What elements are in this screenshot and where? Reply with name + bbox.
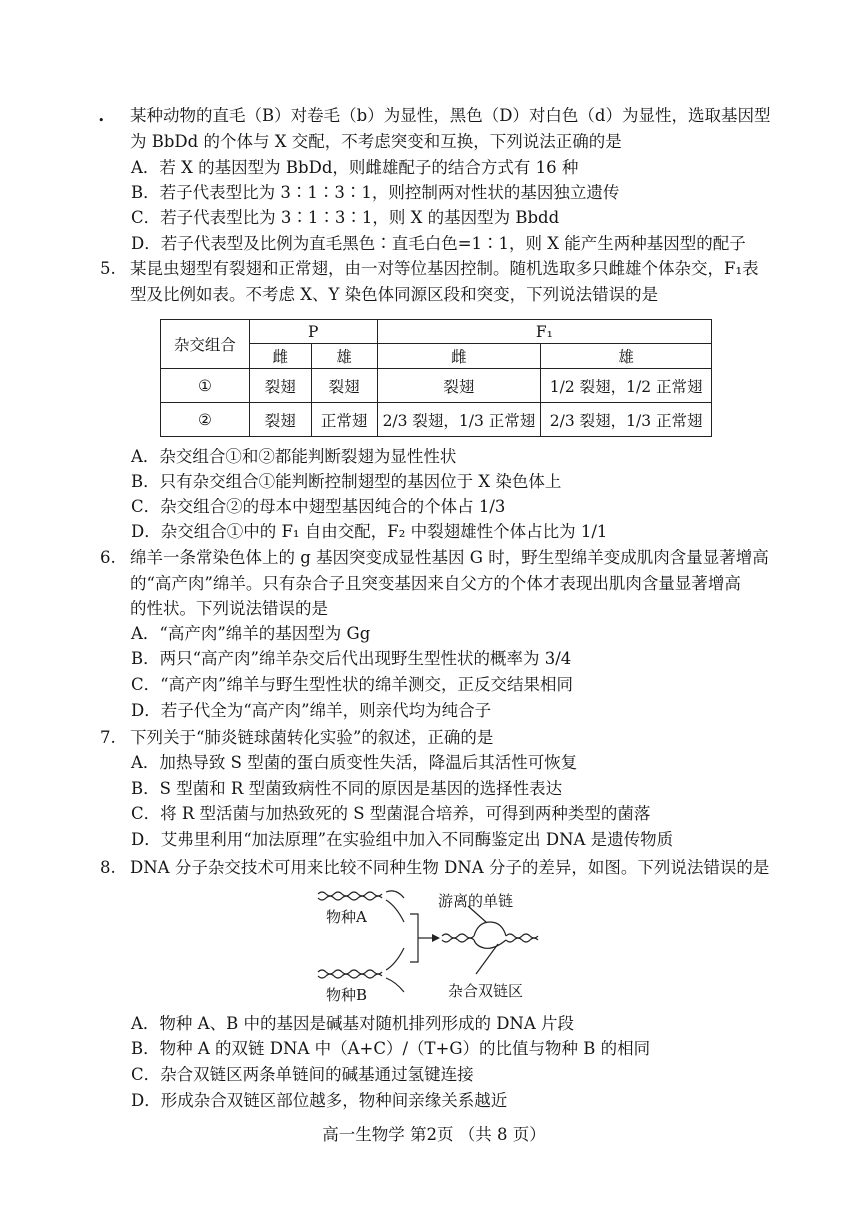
q5-option-c: C．杂交组合②的母本中翅型基因纯合的个体占 1/3 [131, 497, 506, 516]
table-cell-f1-female: 2/3 裂翅，1/3 正常翅 [377, 403, 541, 437]
q6-number: 6. [100, 548, 116, 567]
hybrid-right-strand-2 [506, 938, 538, 942]
q6-option-d: D．若子代全为“高产肉”绵羊，则亲代均为纯合子 [131, 701, 492, 720]
q4-stem-line-2: 为 BbDd 的个体与 X 交配，不考虑突变和互换，下列说法正确的是 [130, 132, 622, 151]
hybrid-right-strand-1 [506, 934, 538, 938]
label-free-single-strand: 游离的单链 [438, 892, 514, 910]
table-cell-f1-female: 裂翅 [377, 369, 541, 403]
table-sub-f1-male: 雄 [541, 344, 712, 369]
q6-option-c: C．“高产肉”绵羊与野生型性状的绵羊测交，正反交结果相同 [131, 675, 573, 694]
q8-number: 8. [100, 858, 116, 877]
table-row [161, 369, 712, 403]
q8-option-d: D．形成杂合双链区部位越多，物种间亲缘关系越近 [131, 1091, 508, 1110]
q5-stem-line-2: 型及比例如表。不考虑 X、Y 染色体同源区段和突变，下列说法错误的是 [130, 285, 659, 304]
species-a-arrow-top [386, 891, 404, 898]
table-cell-f1-male: 2/3 裂翅，1/3 正常翅 [541, 403, 712, 437]
cross-results-table [160, 319, 712, 437]
page-footer: 高一生物学 第2页 （共 8 页） [322, 1125, 546, 1144]
species-a-arrow-bottom [386, 900, 404, 922]
species-a-strand-1 [318, 892, 382, 896]
q6-stem-line-3: 的性状。下列说法错误的是 [130, 599, 328, 618]
table-cell-p-male: 正常翅 [311, 403, 377, 437]
label-hybrid-region: 杂合双链区 [448, 982, 524, 1000]
species-b-arrow-bottom [386, 978, 404, 992]
table-header-f1: F₁ [377, 320, 711, 344]
table-cell-group-id: ② [161, 403, 250, 437]
q4-option-c: C．若子代表型比为 3∶1∶3∶1，则 X 的基因型为 Bbdd [131, 208, 560, 227]
q4-option-d: D．若子代表型及比例为直毛黑色∶直毛白色=1∶1，则 X 能产生两种基因型的配子 [131, 234, 746, 253]
q4-option-b: B．若子代表型比为 3∶1∶3∶1，则控制两对性状的基因独立遗传 [131, 183, 620, 202]
dna-hybridization-figure [300, 882, 540, 1006]
hybrid-left-strand-2 [442, 938, 474, 942]
q6-stem-line-2: 的“高产肉”绵羊。只有杂合子且突变基因来自父方的个体才表现出肌肉含量显著增高 [130, 574, 741, 593]
merge-arrowhead [432, 934, 440, 942]
table-header-p: P [249, 320, 377, 344]
q4-stem-line-1: 某种动物的直毛（B）对卷毛（b）为显性，黑色（D）对白色（d）为显性，选取基因型 [130, 106, 771, 125]
question-4-mark: • [98, 114, 105, 127]
q7-option-c: C．将 R 型活菌与加热致死的 S 型菌混合培养，可得到两种类型的菌落 [131, 804, 651, 823]
q7-option-a: A．加热导致 S 型菌的蛋白质变性失活，降温后其活性可恢复 [131, 753, 578, 772]
table-header-group: 杂交组合 [161, 320, 250, 369]
hybrid-left-strand-1 [442, 934, 474, 938]
q7-stem-line-1: 下列关于“肺炎链球菌转化实验”的叙述，正确的是 [130, 728, 494, 747]
q7-option-d: D．艾弗里利用“加法原理”在实验组中加入不同酶鉴定出 DNA 是遗传物质 [131, 830, 674, 849]
free-single-strand-loop [474, 922, 506, 936]
q6-option-a: A．“高产肉”绵羊的基因型为 Gg [131, 624, 371, 643]
q5-option-a: A．杂交组合①和②都能判断裂翅为显性性状 [131, 447, 457, 466]
q6-option-b: B．两只“高产肉”绵羊杂交后代出现野生型性状的概率为 3/4 [131, 649, 572, 668]
q8-stem-line-1: DNA 分子杂交技术可用来比较不同种生物 DNA 分子的差异，如图。下列说法错误的是 [130, 858, 770, 877]
table-cell-p-female: 裂翅 [249, 369, 311, 403]
table-cell-group-id: ① [161, 369, 250, 403]
q7-option-b: B．S 型菌和 R 型菌致病性不同的原因是基因的选择性表达 [131, 779, 563, 798]
q5-number: 5. [100, 259, 116, 278]
table-cell-p-male: 裂翅 [311, 369, 377, 403]
q4-option-a: A．若 X 的基因型为 BbDd，则雌雄配子的结合方式有 16 种 [131, 158, 579, 177]
table-sub-p-female: 雌 [249, 344, 311, 369]
q8-option-c: C．杂合双链区两条单链间的碱基通过氢键连接 [131, 1065, 474, 1084]
q8-option-b: B．物种 A 的双链 DNA 中（A+C）/（T+G）的比值与物种 B 的相同 [131, 1039, 651, 1058]
label-species-b: 物种B [326, 986, 368, 1004]
species-b-arrow-top [386, 948, 404, 970]
species-a-strand-2 [318, 896, 382, 900]
table-row [161, 403, 712, 437]
q5-option-d: D．杂交组合①中的 F₁ 自由交配，F₂ 中裂翅雄性个体占比为 1/1 [131, 522, 608, 541]
q5-stem-line-1: 某昆虫翅型有裂翅和正常翅，由一对等位基因控制。随机选取多只雌雄个体杂交，F₁表 [130, 259, 759, 278]
label-species-a: 物种A [326, 908, 367, 926]
table-sub-f1-female: 雌 [377, 344, 541, 369]
merge-bracket [410, 914, 418, 962]
species-b-strand-1 [318, 970, 382, 974]
q7-number: 7. [100, 728, 116, 747]
table-cell-f1-male: 1/2 裂翅，1/2 正常翅 [541, 369, 712, 403]
table-sub-p-male: 雄 [311, 344, 377, 369]
q8-option-a: A．物种 A、B 中的基因是碱基对随机排列形成的 DNA 片段 [131, 1014, 575, 1033]
free-single-strand-bottom [474, 940, 506, 948]
q6-stem-line-1: 绵羊一条常染色体上的 g 基因突变成显性基因 G 时，野生型绵羊变成肌肉含量显著增高 [130, 548, 769, 567]
species-b-strand-2 [318, 974, 382, 978]
table-cell-p-female: 裂翅 [249, 403, 311, 437]
q5-option-b: B．只有杂交组合①能判断控制翅型的基因位于 X 染色体上 [131, 472, 562, 491]
